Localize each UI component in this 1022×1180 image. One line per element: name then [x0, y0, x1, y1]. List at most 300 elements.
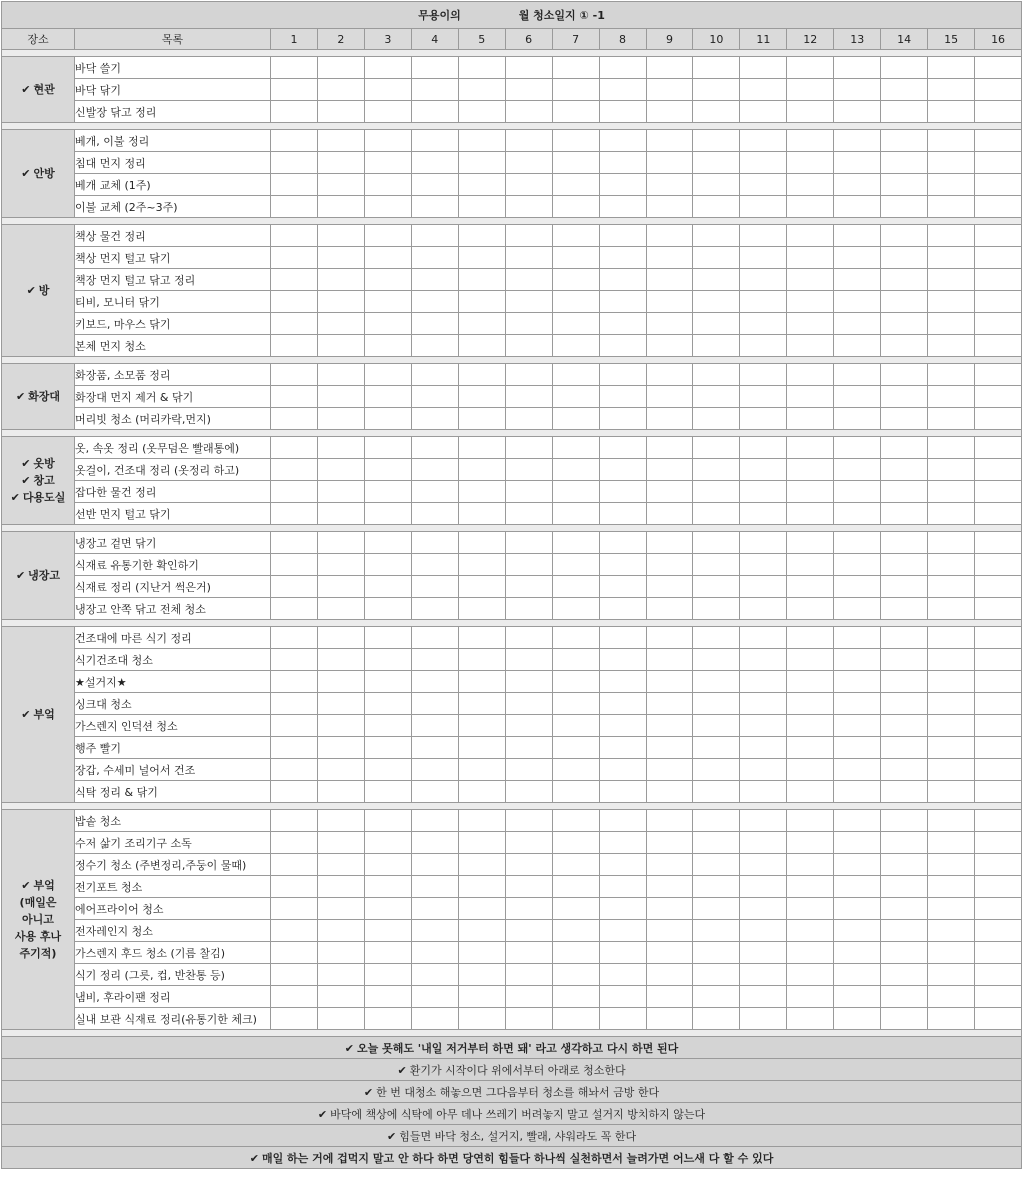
day-check-cell[interactable]: [271, 313, 318, 335]
day-check-cell[interactable]: [928, 364, 975, 386]
day-check-cell[interactable]: [505, 810, 552, 832]
day-check-cell[interactable]: [740, 715, 787, 737]
day-check-cell[interactable]: [411, 942, 458, 964]
day-check-cell[interactable]: [928, 459, 975, 481]
day-check-cell[interactable]: [787, 437, 834, 459]
day-check-cell[interactable]: [646, 693, 693, 715]
day-check-cell[interactable]: [928, 576, 975, 598]
day-check-cell[interactable]: [740, 554, 787, 576]
day-check-cell[interactable]: [928, 269, 975, 291]
day-check-cell[interactable]: [317, 810, 364, 832]
day-check-cell[interactable]: [364, 79, 411, 101]
day-check-cell[interactable]: [834, 57, 881, 79]
day-check-cell[interactable]: [364, 364, 411, 386]
day-check-cell[interactable]: [552, 247, 599, 269]
day-check-cell[interactable]: [740, 693, 787, 715]
day-check-cell[interactable]: [317, 759, 364, 781]
day-check-cell[interactable]: [881, 101, 928, 123]
day-check-cell[interactable]: [787, 196, 834, 218]
day-check-cell[interactable]: [505, 57, 552, 79]
day-check-cell[interactable]: [975, 898, 1022, 920]
day-check-cell[interactable]: [740, 225, 787, 247]
day-check-cell[interactable]: [458, 759, 505, 781]
day-check-cell[interactable]: [505, 876, 552, 898]
day-check-cell[interactable]: [928, 554, 975, 576]
day-check-cell[interactable]: [646, 269, 693, 291]
day-check-cell[interactable]: [271, 152, 318, 174]
day-check-cell[interactable]: [458, 408, 505, 430]
day-check-cell[interactable]: [552, 335, 599, 357]
day-check-cell[interactable]: [505, 174, 552, 196]
day-check-cell[interactable]: [552, 759, 599, 781]
day-check-cell[interactable]: [505, 386, 552, 408]
day-check-cell[interactable]: [505, 269, 552, 291]
day-check-cell[interactable]: [458, 386, 505, 408]
day-check-cell[interactable]: [552, 832, 599, 854]
day-check-cell[interactable]: [975, 810, 1022, 832]
day-check-cell[interactable]: [599, 876, 646, 898]
day-check-cell[interactable]: [271, 854, 318, 876]
day-check-cell[interactable]: [693, 598, 740, 620]
day-check-cell[interactable]: [552, 79, 599, 101]
day-check-cell[interactable]: [975, 627, 1022, 649]
day-check-cell[interactable]: [740, 1008, 787, 1030]
day-check-cell[interactable]: [599, 759, 646, 781]
day-check-cell[interactable]: [505, 598, 552, 620]
day-check-cell[interactable]: [881, 1008, 928, 1030]
day-check-cell[interactable]: [834, 437, 881, 459]
day-check-cell[interactable]: [787, 386, 834, 408]
day-check-cell[interactable]: [787, 247, 834, 269]
day-check-cell[interactable]: [317, 715, 364, 737]
day-check-cell[interactable]: [881, 876, 928, 898]
day-check-cell[interactable]: [552, 942, 599, 964]
day-check-cell[interactable]: [505, 481, 552, 503]
day-check-cell[interactable]: [599, 247, 646, 269]
day-check-cell[interactable]: [552, 964, 599, 986]
day-check-cell[interactable]: [271, 174, 318, 196]
day-check-cell[interactable]: [740, 79, 787, 101]
day-check-cell[interactable]: [928, 57, 975, 79]
day-check-cell[interactable]: [646, 459, 693, 481]
day-check-cell[interactable]: [693, 57, 740, 79]
day-check-cell[interactable]: [975, 291, 1022, 313]
day-check-cell[interactable]: [458, 101, 505, 123]
day-check-cell[interactable]: [646, 986, 693, 1008]
day-check-cell[interactable]: [693, 481, 740, 503]
day-check-cell[interactable]: [881, 408, 928, 430]
day-check-cell[interactable]: [740, 898, 787, 920]
day-check-cell[interactable]: [271, 386, 318, 408]
day-check-cell[interactable]: [364, 554, 411, 576]
day-check-cell[interactable]: [834, 854, 881, 876]
day-check-cell[interactable]: [928, 408, 975, 430]
day-check-cell[interactable]: [881, 759, 928, 781]
day-check-cell[interactable]: [693, 269, 740, 291]
day-check-cell[interactable]: [505, 576, 552, 598]
day-check-cell[interactable]: [411, 481, 458, 503]
day-check-cell[interactable]: [881, 627, 928, 649]
day-check-cell[interactable]: [740, 503, 787, 525]
day-check-cell[interactable]: [317, 554, 364, 576]
day-check-cell[interactable]: [271, 1008, 318, 1030]
day-check-cell[interactable]: [646, 1008, 693, 1030]
day-check-cell[interactable]: [881, 810, 928, 832]
day-check-cell[interactable]: [740, 576, 787, 598]
day-check-cell[interactable]: [928, 225, 975, 247]
day-check-cell[interactable]: [646, 715, 693, 737]
day-check-cell[interactable]: [834, 554, 881, 576]
day-check-cell[interactable]: [975, 759, 1022, 781]
day-check-cell[interactable]: [364, 649, 411, 671]
day-check-cell[interactable]: [928, 854, 975, 876]
day-check-cell[interactable]: [317, 196, 364, 218]
day-check-cell[interactable]: [693, 854, 740, 876]
day-check-cell[interactable]: [552, 291, 599, 313]
day-check-cell[interactable]: [458, 335, 505, 357]
day-check-cell[interactable]: [364, 269, 411, 291]
day-check-cell[interactable]: [458, 225, 505, 247]
day-check-cell[interactable]: [928, 832, 975, 854]
day-check-cell[interactable]: [505, 693, 552, 715]
day-check-cell[interactable]: [411, 554, 458, 576]
day-check-cell[interactable]: [317, 693, 364, 715]
day-check-cell[interactable]: [317, 335, 364, 357]
day-check-cell[interactable]: [552, 503, 599, 525]
day-check-cell[interactable]: [881, 437, 928, 459]
day-check-cell[interactable]: [787, 459, 834, 481]
day-check-cell[interactable]: [646, 364, 693, 386]
day-check-cell[interactable]: [599, 576, 646, 598]
day-check-cell[interactable]: [740, 269, 787, 291]
day-check-cell[interactable]: [458, 364, 505, 386]
day-check-cell[interactable]: [740, 942, 787, 964]
day-check-cell[interactable]: [693, 810, 740, 832]
day-check-cell[interactable]: [505, 532, 552, 554]
day-check-cell[interactable]: [787, 79, 834, 101]
day-check-cell[interactable]: [740, 627, 787, 649]
day-check-cell[interactable]: [787, 715, 834, 737]
day-check-cell[interactable]: [928, 671, 975, 693]
day-check-cell[interactable]: [881, 554, 928, 576]
day-check-cell[interactable]: [928, 503, 975, 525]
day-check-cell[interactable]: [505, 832, 552, 854]
day-check-cell[interactable]: [552, 1008, 599, 1030]
day-check-cell[interactable]: [740, 130, 787, 152]
day-check-cell[interactable]: [411, 576, 458, 598]
day-check-cell[interactable]: [693, 130, 740, 152]
day-check-cell[interactable]: [458, 649, 505, 671]
day-check-cell[interactable]: [271, 247, 318, 269]
day-check-cell[interactable]: [693, 715, 740, 737]
day-check-cell[interactable]: [505, 964, 552, 986]
day-check-cell[interactable]: [505, 101, 552, 123]
day-check-cell[interactable]: [364, 313, 411, 335]
day-check-cell[interactable]: [787, 854, 834, 876]
day-check-cell[interactable]: [552, 101, 599, 123]
day-check-cell[interactable]: [928, 79, 975, 101]
day-check-cell[interactable]: [740, 532, 787, 554]
day-check-cell[interactable]: [458, 854, 505, 876]
day-check-cell[interactable]: [271, 57, 318, 79]
day-check-cell[interactable]: [458, 810, 505, 832]
day-check-cell[interactable]: [458, 693, 505, 715]
day-check-cell[interactable]: [881, 986, 928, 1008]
day-check-cell[interactable]: [740, 781, 787, 803]
day-check-cell[interactable]: [552, 57, 599, 79]
day-check-cell[interactable]: [693, 364, 740, 386]
day-check-cell[interactable]: [505, 715, 552, 737]
day-check-cell[interactable]: [693, 920, 740, 942]
day-check-cell[interactable]: [505, 79, 552, 101]
day-check-cell[interactable]: [458, 898, 505, 920]
day-check-cell[interactable]: [740, 598, 787, 620]
day-check-cell[interactable]: [599, 671, 646, 693]
day-check-cell[interactable]: [364, 876, 411, 898]
day-check-cell[interactable]: [271, 693, 318, 715]
day-check-cell[interactable]: [928, 737, 975, 759]
day-check-cell[interactable]: [928, 1008, 975, 1030]
day-check-cell[interactable]: [552, 876, 599, 898]
day-check-cell[interactable]: [552, 810, 599, 832]
day-check-cell[interactable]: [975, 854, 1022, 876]
day-check-cell[interactable]: [552, 693, 599, 715]
day-check-cell[interactable]: [646, 737, 693, 759]
day-check-cell[interactable]: [458, 627, 505, 649]
day-check-cell[interactable]: [740, 481, 787, 503]
day-check-cell[interactable]: [552, 459, 599, 481]
day-check-cell[interactable]: [505, 627, 552, 649]
day-check-cell[interactable]: [928, 152, 975, 174]
day-check-cell[interactable]: [271, 196, 318, 218]
day-check-cell[interactable]: [646, 101, 693, 123]
day-check-cell[interactable]: [599, 920, 646, 942]
day-check-cell[interactable]: [271, 920, 318, 942]
day-check-cell[interactable]: [458, 459, 505, 481]
day-check-cell[interactable]: [834, 386, 881, 408]
day-check-cell[interactable]: [975, 196, 1022, 218]
day-check-cell[interactable]: [928, 437, 975, 459]
day-check-cell[interactable]: [458, 481, 505, 503]
day-check-cell[interactable]: [458, 832, 505, 854]
day-check-cell[interactable]: [693, 196, 740, 218]
day-check-cell[interactable]: [881, 225, 928, 247]
day-check-cell[interactable]: [364, 196, 411, 218]
day-check-cell[interactable]: [364, 598, 411, 620]
day-check-cell[interactable]: [928, 481, 975, 503]
day-check-cell[interactable]: [458, 57, 505, 79]
day-check-cell[interactable]: [928, 532, 975, 554]
day-check-cell[interactable]: [881, 715, 928, 737]
day-check-cell[interactable]: [646, 649, 693, 671]
day-check-cell[interactable]: [928, 649, 975, 671]
day-check-cell[interactable]: [317, 854, 364, 876]
day-check-cell[interactable]: [646, 57, 693, 79]
day-check-cell[interactable]: [740, 810, 787, 832]
day-check-cell[interactable]: [975, 408, 1022, 430]
day-check-cell[interactable]: [928, 876, 975, 898]
day-check-cell[interactable]: [787, 649, 834, 671]
day-check-cell[interactable]: [740, 759, 787, 781]
day-check-cell[interactable]: [458, 247, 505, 269]
day-check-cell[interactable]: [834, 291, 881, 313]
day-check-cell[interactable]: [881, 269, 928, 291]
day-check-cell[interactable]: [787, 481, 834, 503]
day-check-cell[interactable]: [599, 196, 646, 218]
day-check-cell[interactable]: [834, 737, 881, 759]
day-check-cell[interactable]: [411, 247, 458, 269]
day-check-cell[interactable]: [271, 781, 318, 803]
day-check-cell[interactable]: [787, 503, 834, 525]
day-check-cell[interactable]: [552, 986, 599, 1008]
day-check-cell[interactable]: [928, 130, 975, 152]
day-check-cell[interactable]: [317, 269, 364, 291]
day-check-cell[interactable]: [787, 671, 834, 693]
day-check-cell[interactable]: [787, 554, 834, 576]
day-check-cell[interactable]: [411, 898, 458, 920]
day-check-cell[interactable]: [271, 898, 318, 920]
day-check-cell[interactable]: [364, 693, 411, 715]
day-check-cell[interactable]: [975, 152, 1022, 174]
day-check-cell[interactable]: [599, 291, 646, 313]
day-check-cell[interactable]: [740, 247, 787, 269]
day-check-cell[interactable]: [834, 130, 881, 152]
day-check-cell[interactable]: [411, 671, 458, 693]
day-check-cell[interactable]: [411, 759, 458, 781]
day-check-cell[interactable]: [317, 79, 364, 101]
day-check-cell[interactable]: [552, 671, 599, 693]
day-check-cell[interactable]: [552, 364, 599, 386]
day-check-cell[interactable]: [505, 986, 552, 1008]
day-check-cell[interactable]: [364, 437, 411, 459]
day-check-cell[interactable]: [505, 459, 552, 481]
day-check-cell[interactable]: [881, 576, 928, 598]
day-check-cell[interactable]: [928, 964, 975, 986]
day-check-cell[interactable]: [646, 174, 693, 196]
day-check-cell[interactable]: [975, 781, 1022, 803]
day-check-cell[interactable]: [599, 854, 646, 876]
day-check-cell[interactable]: [834, 1008, 881, 1030]
day-check-cell[interactable]: [646, 225, 693, 247]
day-check-cell[interactable]: [552, 649, 599, 671]
day-check-cell[interactable]: [552, 854, 599, 876]
day-check-cell[interactable]: [317, 920, 364, 942]
day-check-cell[interactable]: [364, 225, 411, 247]
day-check-cell[interactable]: [364, 854, 411, 876]
day-check-cell[interactable]: [881, 79, 928, 101]
day-check-cell[interactable]: [599, 481, 646, 503]
day-check-cell[interactable]: [271, 964, 318, 986]
day-check-cell[interactable]: [693, 386, 740, 408]
day-check-cell[interactable]: [317, 437, 364, 459]
day-check-cell[interactable]: [411, 364, 458, 386]
day-check-cell[interactable]: [693, 437, 740, 459]
day-check-cell[interactable]: [646, 313, 693, 335]
day-check-cell[interactable]: [928, 291, 975, 313]
day-check-cell[interactable]: [834, 101, 881, 123]
day-check-cell[interactable]: [787, 964, 834, 986]
day-check-cell[interactable]: [317, 408, 364, 430]
day-check-cell[interactable]: [599, 364, 646, 386]
day-check-cell[interactable]: [317, 532, 364, 554]
day-check-cell[interactable]: [928, 942, 975, 964]
day-check-cell[interactable]: [693, 964, 740, 986]
day-check-cell[interactable]: [975, 964, 1022, 986]
day-check-cell[interactable]: [646, 481, 693, 503]
day-check-cell[interactable]: [881, 247, 928, 269]
day-check-cell[interactable]: [693, 152, 740, 174]
day-check-cell[interactable]: [975, 737, 1022, 759]
day-check-cell[interactable]: [693, 291, 740, 313]
day-check-cell[interactable]: [975, 576, 1022, 598]
day-check-cell[interactable]: [599, 598, 646, 620]
day-check-cell[interactable]: [787, 693, 834, 715]
day-check-cell[interactable]: [646, 554, 693, 576]
day-check-cell[interactable]: [834, 898, 881, 920]
day-check-cell[interactable]: [975, 832, 1022, 854]
day-check-cell[interactable]: [834, 964, 881, 986]
day-check-cell[interactable]: [599, 781, 646, 803]
day-check-cell[interactable]: [317, 598, 364, 620]
day-check-cell[interactable]: [411, 313, 458, 335]
day-check-cell[interactable]: [599, 532, 646, 554]
day-check-cell[interactable]: [928, 715, 975, 737]
day-check-cell[interactable]: [834, 810, 881, 832]
day-check-cell[interactable]: [411, 386, 458, 408]
day-check-cell[interactable]: [740, 876, 787, 898]
day-check-cell[interactable]: [599, 810, 646, 832]
day-check-cell[interactable]: [552, 130, 599, 152]
day-check-cell[interactable]: [458, 942, 505, 964]
day-check-cell[interactable]: [505, 225, 552, 247]
day-check-cell[interactable]: [975, 101, 1022, 123]
day-check-cell[interactable]: [271, 225, 318, 247]
day-check-cell[interactable]: [881, 920, 928, 942]
day-check-cell[interactable]: [364, 247, 411, 269]
day-check-cell[interactable]: [505, 898, 552, 920]
day-check-cell[interactable]: [881, 532, 928, 554]
day-check-cell[interactable]: [271, 408, 318, 430]
day-check-cell[interactable]: [693, 335, 740, 357]
day-check-cell[interactable]: [834, 832, 881, 854]
day-check-cell[interactable]: [599, 386, 646, 408]
day-check-cell[interactable]: [834, 942, 881, 964]
day-check-cell[interactable]: [881, 649, 928, 671]
day-check-cell[interactable]: [646, 196, 693, 218]
day-check-cell[interactable]: [552, 437, 599, 459]
day-check-cell[interactable]: [740, 196, 787, 218]
day-check-cell[interactable]: [317, 898, 364, 920]
day-check-cell[interactable]: [317, 671, 364, 693]
day-check-cell[interactable]: [552, 269, 599, 291]
day-check-cell[interactable]: [599, 174, 646, 196]
day-check-cell[interactable]: [693, 737, 740, 759]
day-check-cell[interactable]: [505, 247, 552, 269]
day-check-cell[interactable]: [599, 408, 646, 430]
day-check-cell[interactable]: [646, 898, 693, 920]
day-check-cell[interactable]: [364, 898, 411, 920]
day-check-cell[interactable]: [271, 627, 318, 649]
day-check-cell[interactable]: [411, 503, 458, 525]
day-check-cell[interactable]: [317, 174, 364, 196]
day-check-cell[interactable]: [693, 79, 740, 101]
day-check-cell[interactable]: [834, 335, 881, 357]
day-check-cell[interactable]: [834, 627, 881, 649]
day-check-cell[interactable]: [646, 532, 693, 554]
day-check-cell[interactable]: [458, 737, 505, 759]
day-check-cell[interactable]: [834, 196, 881, 218]
day-check-cell[interactable]: [458, 437, 505, 459]
